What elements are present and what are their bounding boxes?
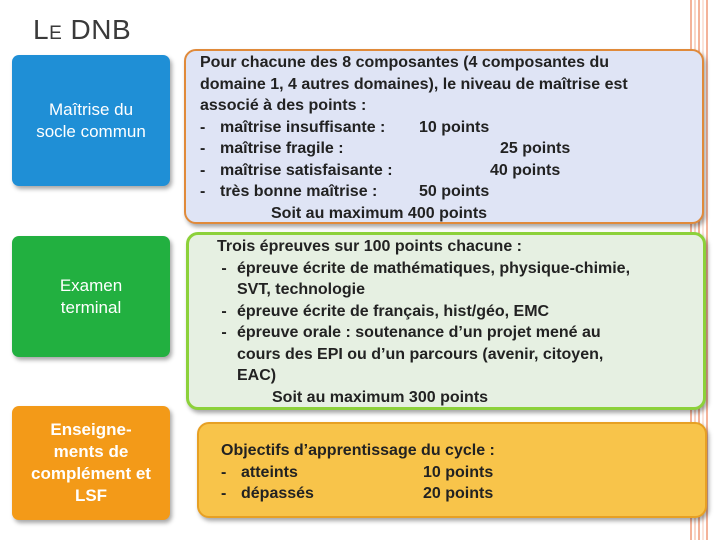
socle-intro-line-1: Pour chacune des 8 composantes (4 composantes du (200, 54, 609, 71)
socle-total: Soit au maximum 400 points (271, 204, 488, 222)
item-label: très bonne maîtrise : (220, 183, 378, 200)
label-socle-text: Maîtrise du socle commun (36, 99, 146, 141)
examen-item-oral-cont-2: EAC) (237, 367, 277, 384)
item-points: 40 points (490, 161, 561, 179)
item-label: maîtrise fragile : (220, 140, 344, 157)
complement-intro: Objectifs d’apprentissage du cycle : (221, 442, 495, 459)
label-examen-text: Examen terminal (59, 275, 123, 317)
title-initial: L (33, 14, 50, 45)
socle-intro-line-3: associé à des points : (200, 97, 367, 114)
examen-intro: Trois épreuves sur 100 points chacune : (217, 238, 522, 255)
item-points: 10 points (423, 463, 494, 481)
item-label: atteints (241, 463, 298, 481)
item-points: 50 points (419, 183, 490, 200)
complement-item-depasses (221, 483, 705, 505)
bullet: - (221, 485, 227, 502)
socle-item-tres-bonne (200, 181, 702, 203)
title-small-caps: E (49, 23, 63, 44)
socle-item-insuffisante (200, 117, 702, 139)
item-label: dépassés (241, 485, 314, 502)
bullet: - (221, 302, 227, 320)
bullet: - (221, 463, 227, 481)
examen-item-ecrit-sciences (211, 258, 703, 280)
item-text: épreuve écrite de français, hist/géo, EMC (237, 302, 550, 320)
item-points: 20 points (423, 485, 494, 502)
bullet: - (221, 324, 227, 341)
item-text: épreuve orale : soutenance d’un projet mené au (237, 324, 601, 341)
examen-item-ecrit-francais (211, 301, 703, 323)
item-points: 25 points (500, 140, 571, 157)
examen-item-oral-cont-1: cours des EPI ou d’un parcours (avenir, citoyen, (237, 345, 604, 363)
item-label: maîtrise insuffisante : (220, 118, 386, 136)
complement-points-box (197, 422, 707, 518)
bullet: - (200, 118, 206, 136)
item-label: maîtrise satisfaisante : (220, 161, 393, 179)
examen-points-box (186, 232, 706, 410)
socle-points-box (184, 49, 704, 224)
slide-title (33, 14, 131, 46)
label-socle-commun (12, 55, 170, 186)
label-enseignements-complement (12, 406, 170, 520)
label-complement-text: Enseigne-ments de complément et LSF (31, 420, 151, 505)
bullet: - (200, 161, 206, 179)
socle-item-fragile (200, 138, 702, 160)
title-rest: DNB (62, 14, 132, 45)
complement-item-atteints (221, 462, 705, 484)
examen-total: Soit au maximum 300 points (272, 388, 489, 406)
item-points: 10 points (419, 118, 490, 136)
bullet: - (200, 140, 206, 157)
examen-item-ecrit-sciences-cont: SVT, technologie (237, 281, 366, 298)
socle-intro-line-2: domaine 1, 4 autres domaines), le niveau de maîtrise est (200, 75, 628, 93)
label-examen-terminal (12, 236, 170, 357)
examen-item-oral (211, 322, 703, 344)
bullet: - (221, 259, 227, 277)
socle-item-satisfaisante (200, 160, 702, 182)
bullet: - (200, 183, 206, 200)
item-text: épreuve écrite de mathématiques, physique-chimie, (237, 259, 631, 277)
